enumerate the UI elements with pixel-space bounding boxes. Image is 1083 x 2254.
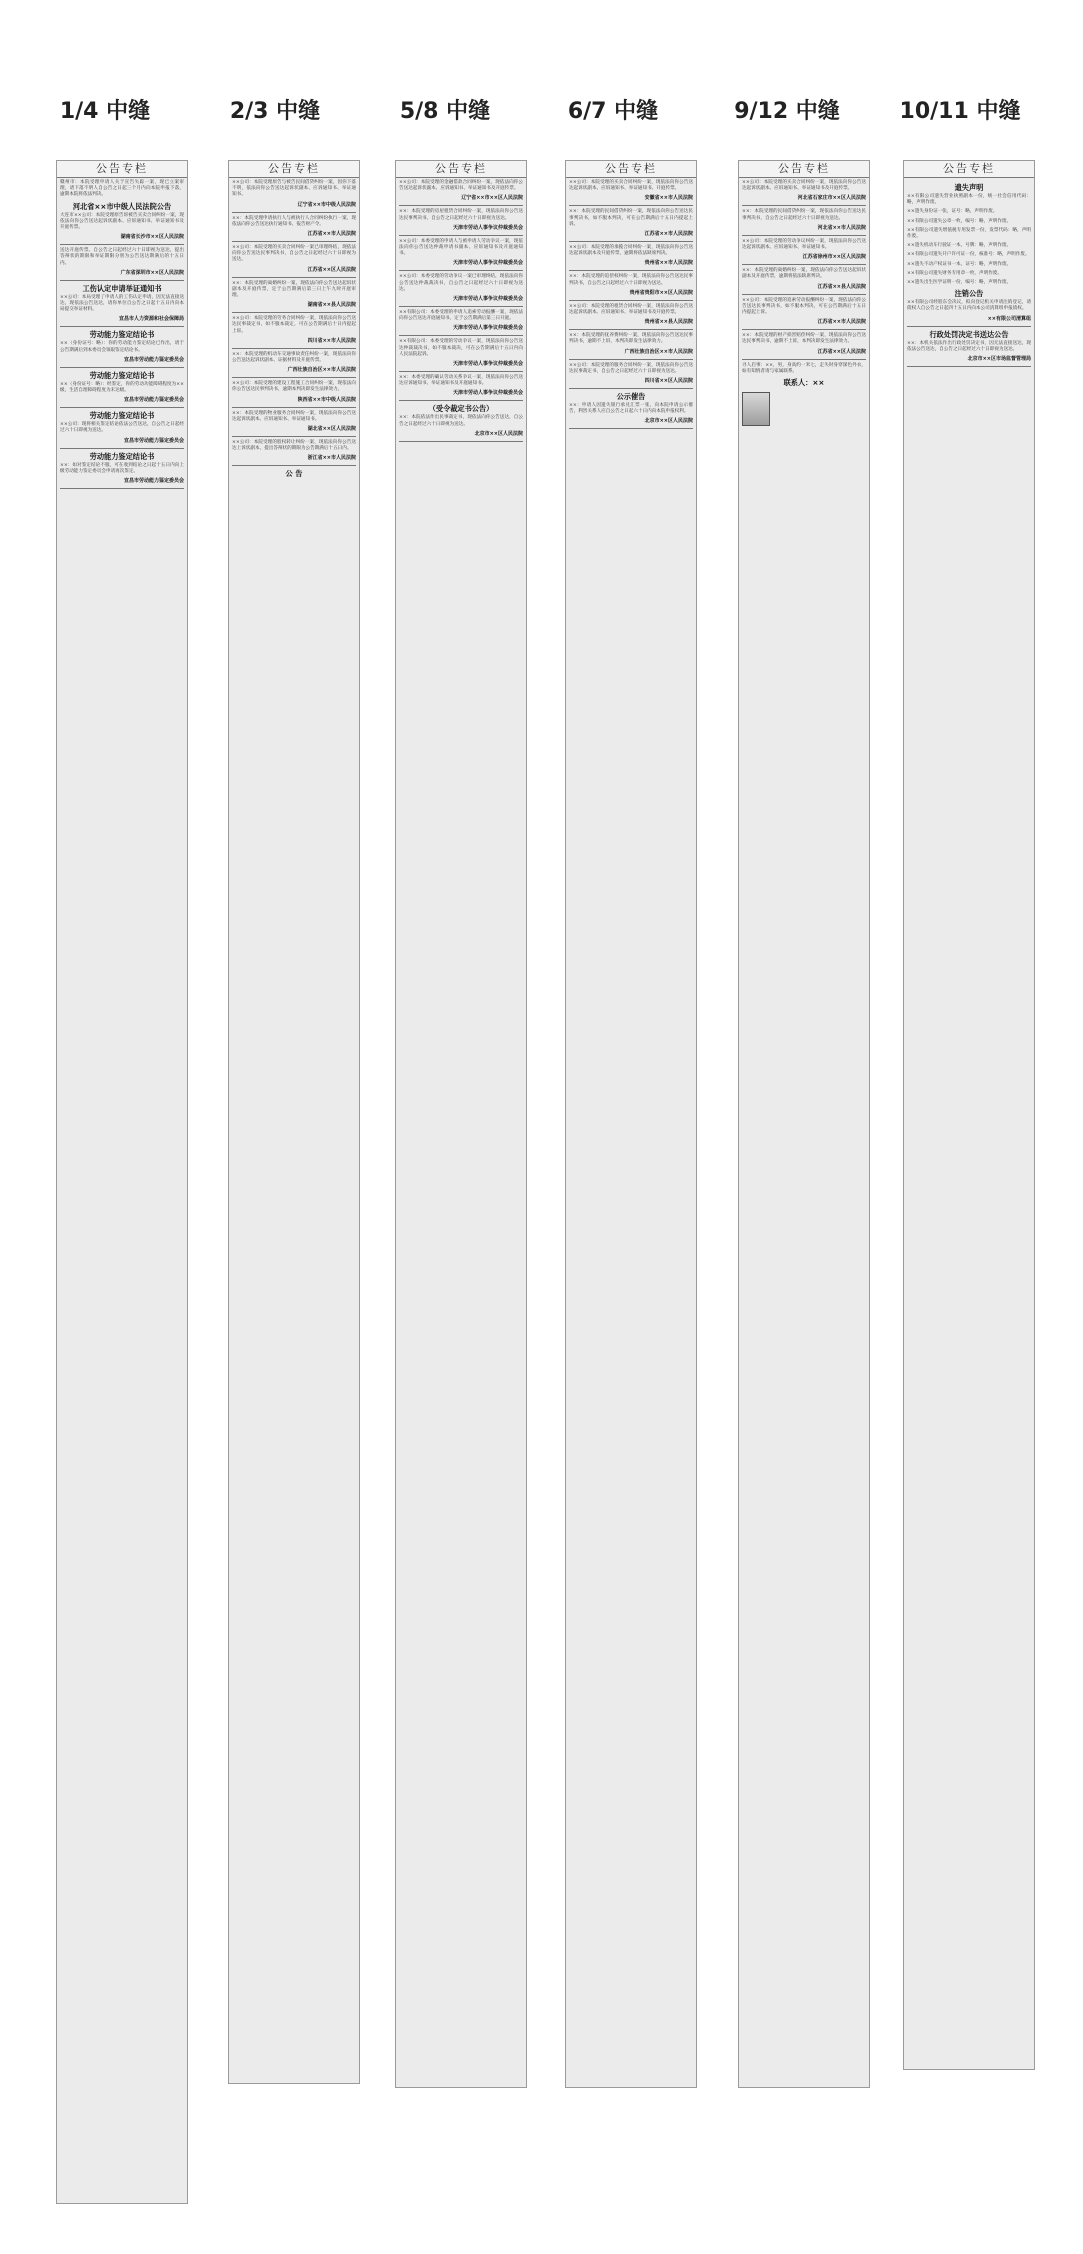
- notice-text: ××有限公司：本委受理的申请人追索劳动报酬一案，现依法向你公告送达开庭通知书，定于公告期满后第三日开庭。: [399, 310, 523, 322]
- notice-divider: [232, 277, 356, 278]
- notice-issuer: 北京市××区人民法院: [474, 430, 523, 437]
- notice-text: ××有限公司遗失公章一枚，编号：略，声明作废。: [907, 218, 1012, 224]
- notice-text: ××公司：本院受理的股权转让纠纷一案，现依法向你公告送达上诉状副本，提出答辩状的期限为公告期满后十五日内。: [232, 440, 356, 452]
- column-3: [395, 160, 527, 2088]
- notice-text: ××有限公司遗失财务专用章一枚，声明作废。: [907, 270, 1002, 276]
- notice-issuer: ××有限公司清算组: [987, 315, 1031, 322]
- notice-text: ××公司：本局受理了申请人的工伤认定申请，因无法直接送达，现依法公告送达，请你单位自公告之日起十五日内向本局提交举证材料。: [60, 294, 184, 313]
- column-5-body: [739, 178, 869, 391]
- notice-issuer: 江苏省××区人民法院: [307, 266, 356, 273]
- notice-divider: [399, 205, 523, 206]
- notice-text: ××有限公司经股东会决议，拟向登记机关申请注销登记，请债权人自公告之日起四十五日内向本公司清算组申报债权。: [907, 300, 1031, 312]
- notice-issuer: 广西壮族自治区××市人民法院: [624, 348, 693, 355]
- notice-divider: [232, 312, 356, 313]
- notice-issuer: 辽宁省××市××区人民法院: [461, 195, 523, 202]
- notice-divider: [399, 441, 523, 442]
- notice-issuer: 辽宁省××市中级人民法院: [297, 201, 356, 208]
- notice-divider: [399, 335, 523, 336]
- notice-heading: 劳动能力鉴定结论书: [89, 411, 155, 421]
- notice-heading: 公示催告: [616, 392, 646, 402]
- notice-text: ××公司：本院受理的买卖合同纠纷一案，现依法向你公告送达起诉状副本、应诉通知书、举证通知书及开庭传票。: [742, 180, 866, 192]
- notice-text: ××有限公司遗失开户许可证一份，核准号：略，声明作废。: [907, 252, 1030, 258]
- notice-issuer: 四川省××区人民法院: [644, 378, 693, 385]
- column-4-label: 6/7 中缝: [567, 99, 659, 124]
- notice-heading: 工伤认定申请举证通知书: [82, 283, 162, 293]
- notice-divider: [742, 294, 866, 295]
- notice-text: ××：申请人因遗失银行承兑汇票一张，向本院申请公示催告，利害关系人应自公告之日起六十日内向本院申报权利。: [569, 403, 693, 415]
- notice-text: ××：本院受理的财产损害赔偿纠纷一案，现依法向你公告送达民事判决书，逾期不上诉，本判决即发生法律效力。: [742, 333, 866, 345]
- notice-divider: [60, 448, 184, 449]
- notice-issuer: 安徽省××市人民法院: [644, 195, 693, 202]
- column-4-header: 公告专栏: [566, 161, 696, 178]
- notice-issuer: 贵州省贵阳市××区人民法院: [629, 289, 693, 296]
- notice-divider: [907, 366, 1031, 367]
- notice-divider: [232, 212, 356, 213]
- notice-divider: [399, 371, 523, 372]
- notice-text: 寻人启事：××，男，身高约一米七，走失时身穿深色外衣，如有知情者请与家属联系。: [742, 362, 866, 374]
- notice-text: 大连市××公司：本院受理原告诉被告买卖合同纠纷一案，现依法向你公告送达起诉状副本、应诉通知书、举证通知书及开庭传票。: [60, 212, 184, 231]
- notice-text: ××有限公司遗失增值税专用发票一份，发票代码：略，声明作废。: [907, 227, 1031, 240]
- notice-issuer: 江苏省××市人民法院: [307, 231, 356, 238]
- column-5-header: 公告专栏: [739, 161, 869, 178]
- notice-issuer: 天津市劳动人事争议仲裁委员会: [452, 325, 523, 332]
- notice-text: ××公司：本院受理的劳务合同纠纷一案，现依法向你公告送达民事裁定书，如不服本裁定，可在公告期满后十日内提起上诉。: [232, 316, 356, 334]
- column-2-header: 公告专栏: [229, 161, 359, 178]
- notice-divider: [232, 241, 356, 242]
- notice-text: ××公司：本院受理的劳动争议纠纷一案，现依法向你公告送达起诉状副本、应诉通知书、举证通知书。: [742, 238, 866, 251]
- notice-issuer: 四川省××市人民法院: [307, 337, 356, 344]
- notice-divider: [399, 400, 523, 401]
- notice-divider: [60, 326, 184, 327]
- notice-issuer: 浙江省××市人民法院: [307, 455, 356, 462]
- notice-heading: 遗失声明: [954, 183, 984, 192]
- notice-divider: [232, 465, 356, 466]
- notice-text: ××：本院受理申请执行人与被执行人合同纠纷执行一案，现依法向你公告送达执行通知书、报告财产令。: [232, 215, 356, 227]
- notice-issuer: 宜昌市劳动能力鉴定委员会: [123, 356, 184, 363]
- notice-divider: [60, 407, 184, 408]
- notice-divider: [569, 388, 693, 389]
- column-2-body: [229, 178, 359, 482]
- notice-text: ××：本院受理的机动车交通事故责任纠纷一案，现依法向你公告送达起诉状副本、证据材料及开庭传票。: [232, 351, 356, 364]
- column-3-label: 5/8 中缝: [399, 99, 491, 124]
- missing-person-photo: [742, 392, 770, 426]
- notice-heading: 行政处罚决定书送达公告: [929, 329, 1009, 339]
- notice-divider: [569, 270, 693, 271]
- column-1-body: [57, 178, 187, 494]
- notice-divider: [569, 300, 693, 301]
- notice-text: ××：本院受理的民间借贷纠纷一案，现依法向你公告送达民事判决书，自公告之日起经过六十日即视为送达。: [742, 209, 866, 221]
- notice-issuer: 北京市××区人民法院: [644, 418, 693, 425]
- notice-text: ××公司：本委受理的劳动争议一案已审理终结，现依法向你公告送达仲裁裁决书，自公告之日起经过六十日即视为送达。: [399, 274, 523, 292]
- notice-text: ××公司：本院受理的服务合同纠纷一案，现依法向你公告送达民事裁定书，自公告之日起经过六十日即视为送达。: [569, 362, 693, 374]
- column-6: [903, 160, 1035, 2070]
- notice-divider: [399, 235, 523, 236]
- notice-divider: [569, 329, 693, 330]
- notice-issuer: 江苏省××区人民法院: [817, 348, 866, 355]
- notice-issuer: 广东省深圳市××区人民法院: [120, 269, 184, 276]
- notice-text: ××有限公司遗失营业执照副本一份，统一社会信用代码：略，声明作废。: [907, 194, 1031, 206]
- notice-divider: [742, 205, 866, 206]
- notice-issuer: 广西壮族自治区××市人民法院: [287, 367, 356, 374]
- notice-text: ××公司：本院受理的追索劳动报酬纠纷一案，现依法向你公告送达民事判决书，如不服本判决，可在公告期满后十五日内提起上诉。: [742, 297, 866, 316]
- notice-text: ××有限公司：本委受理的劳动争议一案，现依法向你公告送达仲裁裁决书，如不服本裁决，可在公告期满后十五日内向人民法院起诉。: [399, 339, 523, 357]
- column-6-body: [904, 178, 1034, 372]
- notice-issuer: 贵州省××市人民法院: [644, 260, 693, 267]
- notice-issuer: 天津市劳动人事争议仲裁委员会: [452, 260, 523, 267]
- notice-text: ××公司：本院受理的建设工程施工合同纠纷一案，现依法向你公告送达民事判决书，逾期本判决即发生法律效力。: [232, 381, 356, 393]
- notice-issuer: 陕西省××市中级人民法院: [297, 396, 356, 403]
- column-2: [228, 160, 360, 2084]
- notice-issuer: 天津市劳动人事争议仲裁委员会: [452, 361, 523, 368]
- notice-heading: 河北省××市中级人民法院公告: [72, 201, 172, 211]
- notice-text: ××公司：本院受理原告与被告民间借贷纠纷一案，因你下落不明，依法向你公告送达起诉状副本、应诉通知书、举证通知书。: [232, 180, 356, 198]
- notice-text: ××：如对鉴定结论不服，可在收到结论之日起十五日内向上级劳动能力鉴定委员会申请再次鉴定。: [60, 462, 184, 474]
- notice-text: ××公司：现将相关鉴定结论依法公告送达，自公告之日起经过六十日即视为送达。: [60, 422, 184, 434]
- notice-divider: [232, 436, 356, 437]
- column-2-label: 2/3 中缝: [229, 99, 321, 124]
- notice-issuer: 河北省××市人民法院: [817, 224, 866, 231]
- notice-text: ××公司：本院受理的承揽合同纠纷一案，现依法向你公告送达起诉状副本及开庭传票，逾期将依法缺席判决。: [569, 245, 693, 257]
- notice-issuer: 北京市××区市场监督管理局: [967, 356, 1031, 363]
- notice-issuer: 江苏省××县人民法院: [817, 283, 866, 290]
- notice-divider: [742, 235, 866, 236]
- notice-text: ××（身份证号：略）：经鉴定，你的劳动功能障碍程度为××级，生活自理障碍程度为未达级。: [60, 381, 184, 394]
- notice-divider: [60, 488, 184, 489]
- notice-divider: [742, 329, 866, 330]
- notice-text: ××（身份证号：略）：你的劳动能力鉴定结论已作出，请于公告期满后到本委员会领取鉴定结论书。: [60, 341, 184, 353]
- notice-heading: （受令裁定书公告）: [428, 404, 494, 414]
- notice-text: ××：本院受理的房屋租赁合同纠纷一案，现依法向你公告送达民事判决书，自公告之日起经过六十日即视为送达。: [399, 209, 523, 221]
- column-5-label: 9/12 中缝: [734, 99, 840, 124]
- column-6-label: 10/11 中缝: [899, 99, 1021, 124]
- notice-divider: [60, 367, 184, 368]
- column-1-header: 公告专栏: [57, 161, 187, 178]
- column-4-body: [566, 178, 696, 434]
- notice-text: ××公司：本院受理的租赁合同纠纷一案，现依法向你公告送达起诉状副本、应诉通知书、举证通知书及开庭传票。: [569, 303, 693, 316]
- column-4: [565, 160, 697, 2088]
- notice-divider: [569, 428, 693, 429]
- notice-heading: 劳动能力鉴定结论书: [89, 370, 155, 380]
- notice-issuer: 天津市劳动人事争议仲裁委员会: [452, 296, 523, 303]
- notice-issuer: 湖北省××区人民法院: [307, 426, 356, 433]
- notice-divider: [907, 326, 1031, 327]
- column-3-header: 公告专栏: [396, 161, 526, 178]
- notice-divider: [399, 306, 523, 307]
- notice-divider: [60, 244, 184, 245]
- notice-issuer: 宜昌市人力资源和社会保障局: [118, 316, 184, 323]
- notice-divider: [569, 205, 693, 206]
- notice-heading: 公 告: [285, 469, 303, 479]
- notice-text: ××遗失不动产权证书一本，证号：略，声明作废。: [907, 261, 1012, 267]
- notice-divider: [232, 377, 356, 378]
- notice-divider: [742, 264, 866, 265]
- notice-divider: [60, 280, 184, 281]
- notice-issuer: 湖南省××县人民法院: [307, 302, 356, 309]
- notice-text: ××遗失机动车行驶证一本，号牌：略，声明作废。: [907, 243, 1012, 249]
- notice-text: ××：本院受理的抚养费纠纷一案，现依法向你公告送达民事判决书，逾期不上诉，本判决即发生法律效力。: [569, 333, 693, 345]
- notice-text: ××：本院受理的离婚纠纷一案，现依法向你公告送达起诉状副本及开庭传票，定于公告期满后第三日上午九时开庭审理。: [232, 280, 356, 299]
- notice-issuer: 河北省石家庄市××区人民法院: [797, 195, 866, 202]
- notice-text: 赣州市：本院受理申请人关于宣告失踪一案，现已立案审理，请下落不明人自公告之日起三个月内向本院申报下落，逾期本院将依法判决。: [60, 180, 184, 198]
- notice-text: ××公司：本院受理的买卖合同纠纷一案已审理终结，现依法向你公告送达民事判决书，自公告之日起经过六十日即视为送达。: [232, 245, 356, 263]
- notice-issuer: 宜昌市劳动能力鉴定委员会: [123, 478, 184, 485]
- notice-text: ××：本机关依法作出行政处罚决定书，因无法直接送达，现依法公告送达，自公告之日起经过六十日即视为送达。: [907, 340, 1031, 352]
- notice-divider: [742, 359, 866, 360]
- notice-issuer: 宜昌市劳动能力鉴定委员会: [123, 437, 184, 444]
- notice-issuer: 江苏省徐州市××区人民法院: [802, 254, 866, 261]
- notice-text: ××：本院受理的民间借贷纠纷一案，现依法向你公告送达民事判决书，如不服本判决，可在公告期满后十五日内提起上诉。: [569, 209, 693, 227]
- notice-text: ××公司：本院受理的金融借款合同纠纷一案，现依法向你公告送达起诉状副本、应诉通知书、举证通知书及开庭传票。: [399, 180, 523, 192]
- notice-divider: [569, 359, 693, 360]
- notice-divider: [232, 407, 356, 408]
- notice-text: ××：本委受理的确认劳动关系争议一案，现依法向你公告送达应诉通知书、举证通知书及开庭通知书。: [399, 375, 523, 387]
- column-6-header: 公告专栏: [904, 161, 1034, 178]
- notice-issuer: 江苏省××市人民法院: [644, 231, 693, 238]
- notice-divider: [232, 348, 356, 349]
- notice-heading: 劳动能力鉴定结论书: [89, 451, 155, 461]
- notice-text: ××：本院受理的物业服务合同纠纷一案，现依法向你公告送达起诉状副本、应诉通知书、举证通知书。: [232, 410, 356, 422]
- notice-issuer: 宜昌市劳动能力鉴定委员会: [123, 397, 184, 404]
- notice-text: ××：本院受理的追偿权纠纷一案，现依法向你公告送达民事判决书，自公告之日起经过六十日即视为送达。: [569, 274, 693, 286]
- notice-divider: [569, 241, 693, 242]
- notice-issuer: 天津市劳动人事争议仲裁委员会: [452, 390, 523, 397]
- notice-heading: 联系人：××: [783, 378, 825, 388]
- notice-heading: 劳动能力鉴定结论书: [89, 330, 155, 340]
- notice-issuer: 贵州省××县人民法院: [644, 319, 693, 326]
- notice-text: ××：本院依法作出民事裁定书，现依法向你公告送达，自公告之日起经过六十日即视为送达。: [399, 415, 523, 427]
- notice-text: 送达开庭传票。自公告之日起经过六十日即视为送达，提出答辩状的期限和举证期限分别为公告送达期满后的十五日内。: [60, 248, 184, 266]
- notice-text: ××公司：本委受理的申请人与被申请人劳动争议一案，现依法向你公告送达仲裁申请书副本、应诉通知书及开庭通知书。: [399, 238, 523, 257]
- notice-divider: [399, 270, 523, 271]
- notice-text: ××公司：本院受理的买卖合同纠纷一案，现依法向你公告送达起诉状副本、应诉通知书、举证通知书、开庭传票。: [569, 180, 693, 192]
- notice-text: ××遗失身份证一张，证号：略，声明作废。: [907, 209, 998, 215]
- notice-issuer: 湖南省长沙市××区人民法院: [120, 234, 184, 241]
- column-1-label: 1/4 中缝: [59, 99, 151, 124]
- notice-heading: 注销公告: [954, 289, 984, 299]
- notice-issuer: 天津市劳动人事争议仲裁委员会: [452, 224, 523, 231]
- column-3-body: [396, 178, 526, 447]
- column-1: [56, 160, 188, 2204]
- notice-text: ××遗失出生医学证明一份，编号：略，声明作废。: [907, 280, 1012, 286]
- column-5: [738, 160, 870, 2088]
- notice-text: ××：本院受理的离婚纠纷一案，现依法向你公告送达起诉状副本及开庭传票，逾期将依法缺席判决。: [742, 268, 866, 280]
- notice-issuer: 江苏省××市人民法院: [817, 319, 866, 326]
